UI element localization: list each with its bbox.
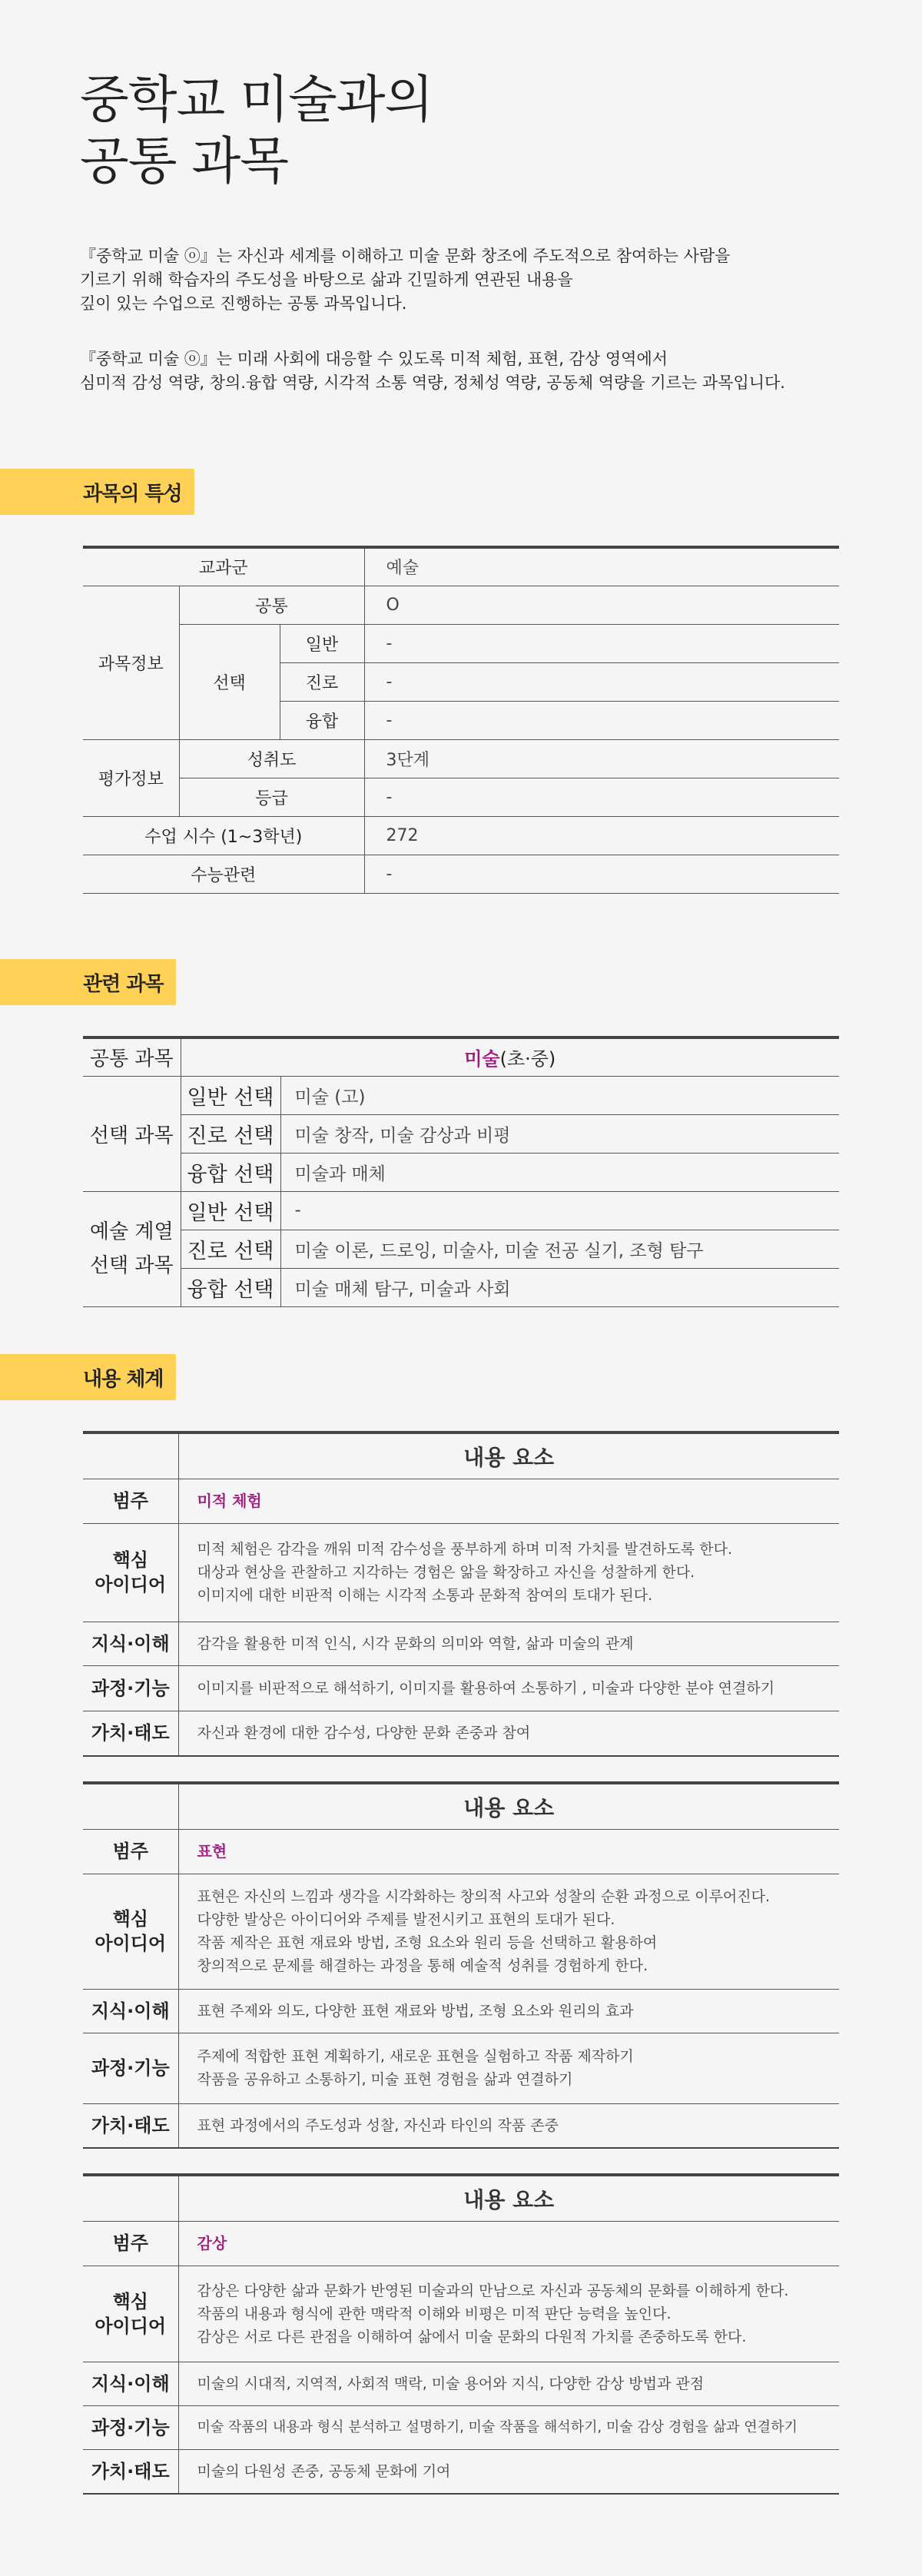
knowledge-value: 표현 주제와 의도, 다양한 표현 재료와 방법, 조형 요소와 원리의 효과	[178, 1989, 839, 2033]
value-value: 자신과 환경에 대한 감수성, 다양한 문화 존중과 참여	[178, 1711, 839, 1756]
cell-value: 미술 창작, 미술 감상과 비평	[280, 1114, 839, 1153]
row-label: 지식·이해	[83, 2362, 178, 2405]
row-label: 가치·태도	[83, 2103, 178, 2148]
cell-label: 성취도	[179, 739, 364, 778]
cell-label: 일반 선택	[181, 1076, 280, 1114]
cell-value: 3단계	[364, 739, 839, 778]
cell-value: -	[364, 701, 839, 739]
row-label	[83, 1523, 178, 1622]
intro-line: 기르기 위해 학습자의 주도성을 바탕으로 삶과 긴밀하게 연관된 내용을	[80, 271, 573, 289]
core-idea	[178, 1523, 839, 1622]
cell-value: 미술 매체 탐구, 미술과 사회	[280, 1268, 839, 1306]
row-label: 지식·이해	[83, 1622, 178, 1665]
text-line: 이미지에 대한 비판적 이해는 시각적 소통과 문화적 참여의 토대가 된다.	[197, 1587, 653, 1604]
knowledge-value: 미술의 시대적, 지역적, 사회적 맥락, 미술 용어와 지식, 다양한 감상 방법과 관점	[178, 2362, 839, 2405]
section-heading-features: 과목의 특성	[0, 469, 194, 515]
core-label-line1: 핵심	[112, 1908, 148, 1930]
core-label-line2: 아이디어	[95, 1933, 167, 1954]
intro-line: 『중학교 미술 ⓞ』는 자신과 세계를 이해하고 미술 문화 창조에 주도적으로 참여하는 사람을	[80, 247, 731, 265]
row-label: 과정·기능	[83, 2033, 178, 2103]
cell-label	[83, 1191, 181, 1306]
row-label: 지식·이해	[83, 1989, 178, 2033]
text-line: 대상과 현상을 관찰하고 지각하는 경험은 앎을 확장하고 자신을 성찰하게 한다.	[197, 1564, 695, 1581]
row-label	[83, 2266, 178, 2362]
related-table	[83, 1036, 839, 1307]
process-value: 미술 작품의 내용과 형식 분석하고 설명하기, 미술 작품을 해석하기, 미술 감상 경험을 삶과 연결하기	[178, 2405, 839, 2449]
cell-label: 교과군	[83, 547, 364, 586]
row-label: 가치·태도	[83, 1711, 178, 1756]
cell-label: 일반 선택	[181, 1191, 280, 1230]
category-value: 표현	[178, 1829, 839, 1874]
cell-label: 공통 과목	[83, 1037, 181, 1076]
cell-label: 과목정보	[83, 586, 179, 739]
row-label	[83, 1874, 178, 1989]
cell-value: O	[364, 586, 839, 624]
content-table-appreciation	[83, 2173, 839, 2495]
content-table-aesthetic	[83, 1431, 839, 1757]
page-title-line2: 공통 과목	[80, 131, 289, 191]
process-value	[178, 2033, 839, 2103]
value-value: 표현 과정에서의 주도성과 성찰, 자신과 타인의 작품 존중	[178, 2103, 839, 2148]
knowledge-value: 감각을 활용한 미적 인식, 시각 문화의 의미와 역할, 삶과 미술의 관계	[178, 1622, 839, 1665]
cell-label: 공통	[179, 586, 364, 624]
cell-value: -	[364, 778, 839, 816]
category-value: 미적 체험	[178, 1479, 839, 1523]
intro-line: 깊이 있는 수업으로 진행하는 공통 과목입니다.	[80, 294, 407, 313]
cell-label: 융합 선택	[181, 1268, 280, 1306]
row-label: 과정·기능	[83, 2405, 178, 2449]
content-header: 내용 요소	[178, 2175, 839, 2221]
common-subject-rest: (초·중)	[499, 1048, 556, 1071]
header-blank	[83, 2175, 178, 2221]
cell-label: 융합 선택	[181, 1153, 280, 1191]
row-label: 범주	[83, 1829, 178, 1874]
cell-label: 진로	[280, 662, 364, 701]
arts-label-line2: 선택 과목	[89, 1254, 174, 1277]
cell-label: 일반	[280, 624, 364, 662]
text-line: 주제에 적합한 표현 계획하기, 새로운 표현을 실험하고 작품 제작하기	[197, 2048, 634, 2065]
core-label-line1: 핵심	[112, 1549, 148, 1571]
intro-paragraph-1	[80, 244, 887, 316]
cell-label: 진로 선택	[181, 1114, 280, 1153]
cell-label: 선택	[179, 624, 280, 739]
page-title	[80, 69, 433, 192]
header-blank	[83, 1432, 178, 1479]
section-heading-related: 관련 과목	[0, 959, 176, 1005]
intro-paragraph-2	[80, 347, 887, 395]
cell-label: 융합	[280, 701, 364, 739]
row-label: 가치·태도	[83, 2449, 178, 2494]
cell-value: -	[364, 662, 839, 701]
row-label: 과정·기능	[83, 1665, 178, 1711]
content-header: 내용 요소	[178, 1783, 839, 1829]
cell-value: 미술 (고)	[280, 1076, 839, 1114]
common-subject-highlight: 미술	[464, 1048, 500, 1071]
value-value: 미술의 다원성 존중, 공동체 문화에 기여	[178, 2449, 839, 2494]
intro-line: 『중학교 미술 ⓞ』는 미래 사회에 대응할 수 있도록 미적 체험, 표현, 감상 영역에서	[80, 350, 668, 368]
cell-value: -	[280, 1191, 839, 1230]
content-table-expression	[83, 1781, 839, 2149]
page-title-line1: 중학교 미술과의	[80, 70, 433, 129]
text-line: 미적 체험은 감각을 깨워 미적 감수성을 풍부하게 하며 미적 가치를 발견하도록 한다.	[197, 1541, 733, 1558]
cell-label: 수능관련	[83, 855, 364, 893]
process-value: 이미지를 비판적으로 해석하기, 이미지를 활용하여 소통하기 , 미술과 다양한 분야 연결하기	[178, 1665, 839, 1711]
section-heading-content: 내용 체계	[0, 1354, 176, 1400]
cell-value: -	[364, 624, 839, 662]
intro-line: 심미적 감성 역량, 창의.융합 역량, 시각적 소통 역량, 정체성 역량, 공동체 역량을 기르는 과목입니다.	[80, 373, 785, 392]
core-label-line1: 핵심	[112, 2290, 148, 2312]
content-header: 내용 요소	[178, 1432, 839, 1479]
text-line: 창의적으로 문제를 해결하는 과정을 통해 예술적 성취를 경험하게 한다.	[197, 1957, 648, 1974]
row-label: 범주	[83, 2221, 178, 2266]
text-line: 표현은 자신의 느낌과 생각을 시각화하는 창의적 사고와 성찰의 순환 과정으로 이루어진다.	[197, 1888, 771, 1905]
cell-value: -	[364, 855, 839, 893]
cell-label: 등급	[179, 778, 364, 816]
cell-label: 평가정보	[83, 739, 179, 816]
cell-label: 선택 과목	[83, 1076, 181, 1191]
cell-value: 272	[364, 816, 839, 855]
cell-label: 수업 시수 (1~3학년)	[83, 816, 364, 855]
cell-label: 진로 선택	[181, 1230, 280, 1268]
text-line: 작품을 공유하고 소통하기, 미술 표현 경험을 삶과 연결하기	[197, 2071, 573, 2088]
features-table	[83, 546, 839, 894]
cell-value: 예술	[364, 547, 839, 586]
core-label-line2: 아이디어	[95, 2315, 167, 2337]
row-label: 범주	[83, 1479, 178, 1523]
text-line: 감상은 다양한 삶과 문화가 반영된 미술과의 만남으로 자신과 공동체의 문화를 이해하게 한다.	[197, 2282, 789, 2299]
core-idea	[178, 2266, 839, 2362]
cell-value: 미술 이론, 드로잉, 미술사, 미술 전공 실기, 조형 탐구	[280, 1230, 839, 1268]
text-line: 작품의 내용과 형식에 관한 맥락적 이해와 비평은 미적 판단 능력을 높인다.	[197, 2305, 672, 2322]
cell-value: 미술과 매체	[280, 1153, 839, 1191]
arts-label-line1: 예술 계열	[89, 1220, 174, 1243]
core-label-line2: 아이디어	[95, 1574, 167, 1595]
text-line: 감상은 서로 다른 관점을 이해하여 삶에서 미술 문화의 다원적 가치를 존중하도록 한다.	[197, 2328, 747, 2345]
text-line: 다양한 발상은 아이디어와 주제를 발전시키고 표현의 토대가 된다.	[197, 1911, 615, 1928]
core-idea	[178, 1874, 839, 1989]
text-line: 작품 제작은 표현 재료와 방법, 조형 요소와 원리 등을 선택하고 활용하여	[197, 1934, 658, 1951]
cell-value	[181, 1037, 839, 1076]
category-value: 감상	[178, 2221, 839, 2266]
header-blank	[83, 1783, 178, 1829]
